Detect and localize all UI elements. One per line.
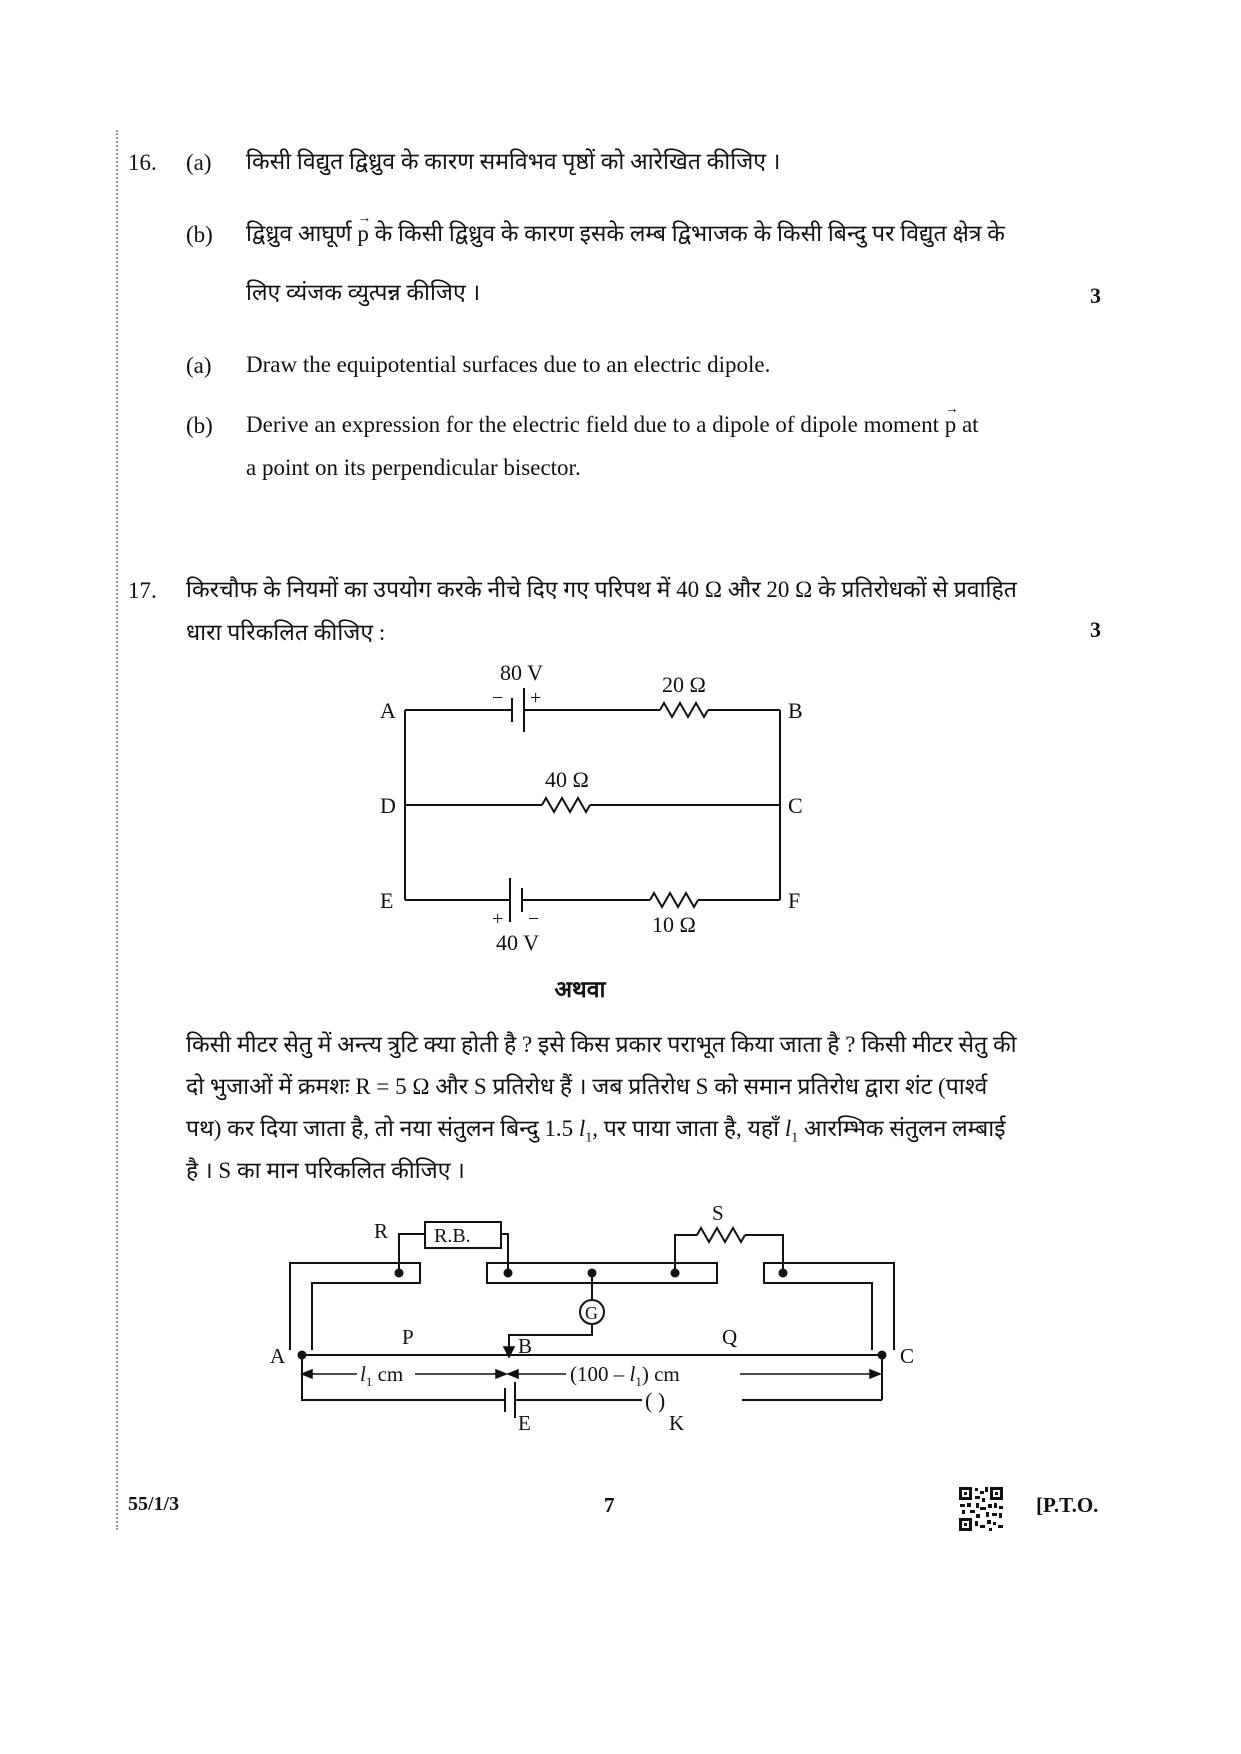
margin-dotted-line [116, 130, 118, 1530]
q17-alt-line3: पथ) कर दिया जाता है, तो नया संतुलन बिन्दु 1.5 $l_1$, पर पाया जाता है, यहाँ $l_1$ आरम्भिक संतुलन लम्बाई [186, 1116, 1006, 1146]
node-f: F [788, 888, 801, 913]
battery-80v-label: 80 V [500, 660, 543, 685]
label-g: G [585, 1303, 598, 1323]
q16-en-b-line1: Derive an expression for the electric field due to a dipole of dipole moment → p at [246, 410, 979, 440]
meter-bridge-diagram [262, 1200, 922, 1445]
label-p: P [402, 1325, 414, 1349]
arrow-left-start [302, 1370, 312, 1378]
label-b: B [518, 1334, 533, 1358]
resistor-10-label: 10 Ω [652, 912, 696, 937]
length-right: $(100 - l_1)$ cm [570, 1362, 680, 1389]
resistor-40-label: 40 Ω [545, 767, 589, 792]
wire-battery-left [302, 1355, 505, 1400]
key-symbol: ( ) [645, 1388, 666, 1413]
q17-alt-line2: दो भुजाओं में क्रमशः R = 5 Ω और S प्रतिरोध हैं । जब प्रतिरोध S को समान प्रतिरोध द्वारा शंट (पार्श्व [186, 1074, 988, 1099]
resistor-10-ohm [650, 893, 698, 907]
label-s: S [712, 1201, 724, 1225]
arrow-right-start [508, 1370, 518, 1378]
battery-bottom-minus: − [528, 908, 540, 930]
q17-alt-line1: किसी मीटर सेतु में अन्त्य त्रुटि क्या होती है ? इसे किस प्रकार पराभूत किया जाता है ? किसी मीटर सेतु की [186, 1032, 1017, 1057]
resistor-40-ohm [542, 798, 590, 812]
node-e: E [380, 888, 394, 913]
label-rb: R.B. [434, 1225, 471, 1247]
q17-hi-line2: धारा परिकलित कीजिए : [186, 620, 386, 645]
page-number: 7 [604, 1493, 615, 1517]
node-b: B [788, 698, 803, 723]
battery-top-plus: + [530, 687, 542, 709]
node-d: D [380, 793, 396, 818]
resistor-s [697, 1228, 745, 1242]
node-a: A [380, 698, 396, 723]
arrow-left-end [496, 1370, 506, 1378]
paper-code: 55/1/3 [128, 1493, 180, 1515]
battery-bottom-plus: + [492, 908, 504, 930]
battery-40v-label: 40 V [496, 930, 539, 955]
q16-number: 16. [128, 150, 157, 175]
pto-label: [P.T.O. [1036, 1493, 1099, 1517]
q16-en-b-line2: a point on its perpendicular bisector. [246, 455, 581, 480]
q16-hi-b-line2: लिए व्यंजक व्युत्पन्न कीजिए । [246, 280, 481, 305]
qr-code-icon [958, 1486, 1004, 1532]
q16-marks: 3 [1090, 283, 1101, 308]
q16-hi-a-label: (a) [186, 150, 212, 175]
wire-rb-left [399, 1234, 425, 1273]
label-k: K [669, 1411, 685, 1435]
q16-en-b-label: (b) [186, 413, 213, 438]
label-a: A [270, 1344, 286, 1368]
resistor-20-label: 20 Ω [662, 672, 706, 697]
strip-middle [487, 1263, 717, 1283]
battery-top-minus: − [492, 687, 504, 709]
q17-marks: 3 [1090, 617, 1101, 642]
q16-hi-b-line1: द्विध्रुव आघूर्ण → p के किसी द्विध्रुव के कारण इसके लम्ब द्विभाजक के किसी बिन्दु पर विद्युत क्षेत्र के [246, 219, 1005, 249]
wire-s-left [675, 1235, 697, 1273]
q17-number: 17. [128, 578, 157, 603]
kirchhoff-circuit-diagram [370, 660, 830, 965]
dipole-moment-vector: → p [357, 219, 369, 249]
label-e: E [518, 1411, 531, 1435]
label-c: C [900, 1344, 915, 1368]
q16-en-a-label: (a) [186, 353, 212, 378]
arrow-right-end [870, 1370, 880, 1378]
resistor-20-ohm [660, 703, 708, 717]
or-label: अथवा [554, 977, 606, 1002]
label-q: Q [722, 1325, 738, 1349]
wire-rb-right [501, 1234, 508, 1273]
q16-hi-b-label: (b) [186, 222, 213, 247]
length-left: $l_1$ cm [360, 1362, 404, 1389]
dipole-moment-vector-en: → p [945, 410, 957, 440]
q16-en-a-text: Draw the equipotential surfaces due to an electric dipole. [246, 352, 771, 377]
label-r: R [374, 1219, 389, 1243]
node-c: C [788, 793, 803, 818]
q17-alt-line4: है । S का मान परिकलित कीजिए । [186, 1158, 465, 1183]
q17-hi-line1: किरचौफ के नियमों का उपयोग करके नीचे दिए गए परिपथ में 40 Ω और 20 Ω के प्रतिरोधकों से प्रवाहित [186, 577, 1017, 602]
q16-hi-a-text: किसी विद्युत द्विध्रुव के कारण समविभव पृष्ठों को आरेखित कीजिए । [246, 149, 781, 174]
